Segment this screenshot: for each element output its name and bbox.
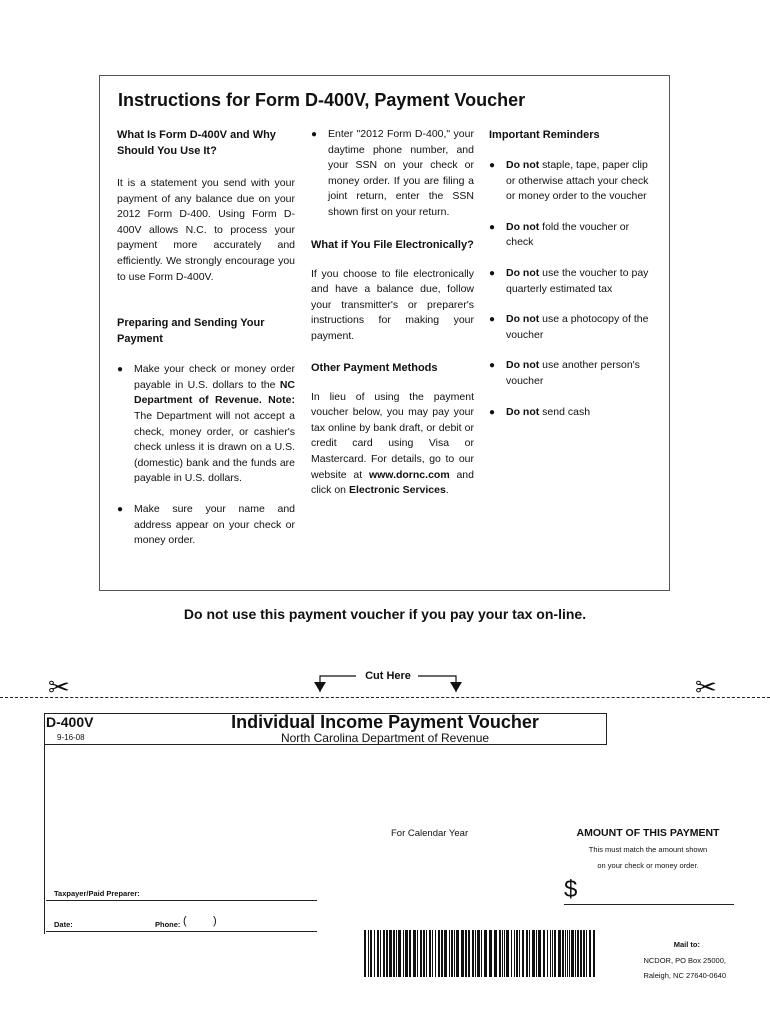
reminder-item [489,312,654,343]
barcode-bar [575,930,576,977]
do-not-bold: Do not [506,313,540,326]
barcode-bar [484,930,487,977]
barcode-bar [519,930,520,977]
barcode-bar [593,930,595,977]
barcode-bar [538,930,541,977]
amount-label: AMOUNT OF THIS PAYMENT [576,827,720,839]
barcode-bar [529,930,530,977]
amount-input-line[interactable] [564,904,734,905]
barcode-bar [449,930,450,977]
barcode-bar [364,930,366,977]
barcode-bar [554,930,556,977]
barcode-bar [547,930,548,977]
barcode-bar [536,930,537,977]
barcode-bar [504,930,505,977]
barcode-bar [477,930,480,977]
phone-label: Phone: [155,920,181,929]
barcode-bar [589,930,591,977]
barcode-bar [403,930,404,977]
heading-preparing-payment: Preparing and Sending Your Payment [117,317,265,346]
barcode-bar [429,930,431,977]
barcode-bar [506,930,509,977]
paragraph-other-methods [311,390,474,499]
phone-open-paren: ( [183,915,187,927]
reminder-item [489,266,654,297]
cut-line [0,697,770,698]
paragraph-what-is-form: It is a statement you send with your payment of any balance due on your 2012 Form D-400. Using Form D-400V allows N.C. to process your payment more accurately and efficiently. We strongly encourage you to use Form D-400V. [117,177,295,283]
barcode-bar [454,930,455,977]
calendar-year-label: For Calendar Year [391,828,469,839]
left-bracket-line [320,676,356,692]
form-revision: 9-16-08 [57,733,85,742]
voucher-left-border [44,744,45,934]
scissors-icon: ✂ [695,672,717,702]
bullet-make-check-text: Make your check or money order payable in U.S. dollars to the [134,363,295,391]
do-not-bold: Do not [506,220,540,233]
barcode-bar [438,930,440,977]
other-methods-text-2: and click on [311,468,474,497]
reminder-text: use a photocopy of the voucher [506,313,649,341]
reminder-item [489,358,654,389]
barcode-bar [569,930,570,977]
bullet-make-check [117,362,295,487]
barcode-bar [567,930,568,977]
barcode-bar [577,930,579,977]
barcode-bar [380,930,381,977]
barcode-bar [444,930,447,977]
barcode-bar [393,930,395,977]
barcode-bar [552,930,553,977]
barcode-bar [417,930,418,977]
do-not-bold: Do not [506,405,540,418]
reminder-item [489,220,654,251]
barcode-bar [472,930,474,977]
reminder-item [489,158,654,205]
barcode-bar [456,930,459,977]
amount-note-1: This must match the amount shown [588,845,708,854]
reminder-item [489,405,654,421]
barcode-bar [502,930,503,977]
barcode-bar [499,930,501,977]
phone-close-paren: ) [213,915,217,927]
barcode-bar [374,930,375,977]
barcode-bar [413,930,416,977]
barcode-bar [465,930,467,977]
barcode-bar [494,930,497,977]
heading-other-methods: Other Payment Methods [311,361,438,374]
barcode-bar [550,930,551,977]
reminder-text: fold the voucher or check [506,220,630,249]
barcode-bar [432,930,433,977]
barcode-bar [532,930,535,977]
online-payment-notice: Do not use this payment voucher if you pay your tax on-line. [183,606,587,622]
website-link[interactable]: www.dornc.com [368,468,450,481]
do-not-bold: Do not [506,266,540,279]
mail-address-line-1: NCDOR, PO Box 25000, [643,956,726,965]
barcode-bar [370,930,372,977]
bullet-name-address: ● Make sure your name and address appear on your check or money order. [117,502,295,549]
reminder-text: staple, tape, paper clip or otherwise attach your check or money order to the voucher [506,159,649,203]
barcode-bar [583,930,585,977]
right-bracket-line [418,676,456,692]
preparer-label: Taxpayer/Paid Preparer: [54,889,140,898]
reminder-text: use another person's voucher [506,359,640,387]
right-arrow-icon [450,682,462,692]
mail-address-line-2: Raleigh, NC 27640-0640 [643,971,726,980]
electronic-services-link[interactable]: Electronic Services [348,484,446,497]
barcode-bar [489,930,492,977]
cut-here-label: Cut Here [365,670,411,682]
barcode-bar [377,930,379,977]
instructions-title: Instructions for Form D-400V, Payment Voucher [118,90,526,110]
heading-file-electronically: What if You File Electronically? [311,238,474,251]
barcode-bar [586,930,587,977]
voucher-agency: North Carolina Department of Revenue [280,731,490,745]
barcode-image [364,930,597,977]
preparer-signature-line[interactable] [46,900,317,901]
amount-note-2: on your check or money order. [597,861,699,870]
barcode-bar [514,930,515,977]
barcode-bar [562,930,564,977]
barcode-bar [368,930,369,977]
other-methods-text: In lieu of using the payment voucher below, you may pay your tax online by bank draft, or debit or credit card using Visa or Mastercard. For details, go to our website at [311,390,474,481]
barcode-bar [571,930,574,977]
nc-department-bold: NC Department of Revenue. [134,378,296,407]
heading-what-is-form: What Is Form D-400V and Why Should You Use It? [117,129,276,157]
barcode-bar [580,930,582,977]
reminders-list [489,158,654,420]
mail-to-label: Mail to: [673,940,700,949]
left-arrow-icon [314,682,326,692]
barcode-bar [481,930,482,977]
barcode-bar [468,930,470,977]
barcode-bar [396,930,397,977]
barcode-bar [435,930,436,977]
do-not-bold: Do not [506,359,540,372]
barcode-bar [405,930,408,977]
scissors-icon: ✂ [48,672,70,702]
reminder-text: send cash [542,405,591,418]
barcode-bar [516,930,518,977]
period: . [445,484,449,497]
barcode-bar [461,930,464,977]
barcode-bar [475,930,476,977]
date-phone-line[interactable] [46,931,317,932]
barcode-bar [426,930,427,977]
voucher-title: Individual Income Payment Voucher [231,712,539,732]
paragraph-file-electronically: If you choose to file electronically and have a balance due, follow your transmitter's or preparer's instructions for making your payment. [311,267,474,342]
barcode-bar [423,930,425,977]
bullet-enter-form: ● Enter "2012 Form D-400," your daytime phone number, and your SSN on your check or money order. If you are filing a joint return, enter the SSN shown first on your return. [311,127,474,221]
bullet-note-text: The Department will not accept a check, money order, or cashier's check unless it is drawn on a U.S. (domestic) bank and the funds are payable in U.S. dollars. [134,409,295,485]
instructions-column-2 [311,127,474,499]
note-label: Note: [268,394,295,407]
barcode-bar [398,930,401,977]
instructions-column-1 [117,127,295,549]
barcode-bar [420,930,422,977]
instructions-column-3 [489,127,654,420]
barcode-bar [558,930,561,977]
barcode-bar [565,930,566,977]
barcode-bar [441,930,443,977]
reminder-text: use the voucher to pay quarterly estimated tax [506,266,649,295]
heading-important-reminders: Important Reminders [489,129,600,141]
dollar-sign: $ [564,876,578,903]
barcode-bar [451,930,453,977]
barcode-bar [389,930,392,977]
date-label: Date: [54,920,73,929]
do-not-bold: Do not [506,159,540,171]
barcode-bar [386,930,388,977]
barcode-bar [383,930,385,977]
barcode-bar [526,930,528,977]
form-id: D-400V [46,714,94,730]
barcode-bar [543,930,545,977]
barcode-bar [409,930,411,977]
barcode-bar [522,930,524,977]
barcode-bar [511,930,512,977]
